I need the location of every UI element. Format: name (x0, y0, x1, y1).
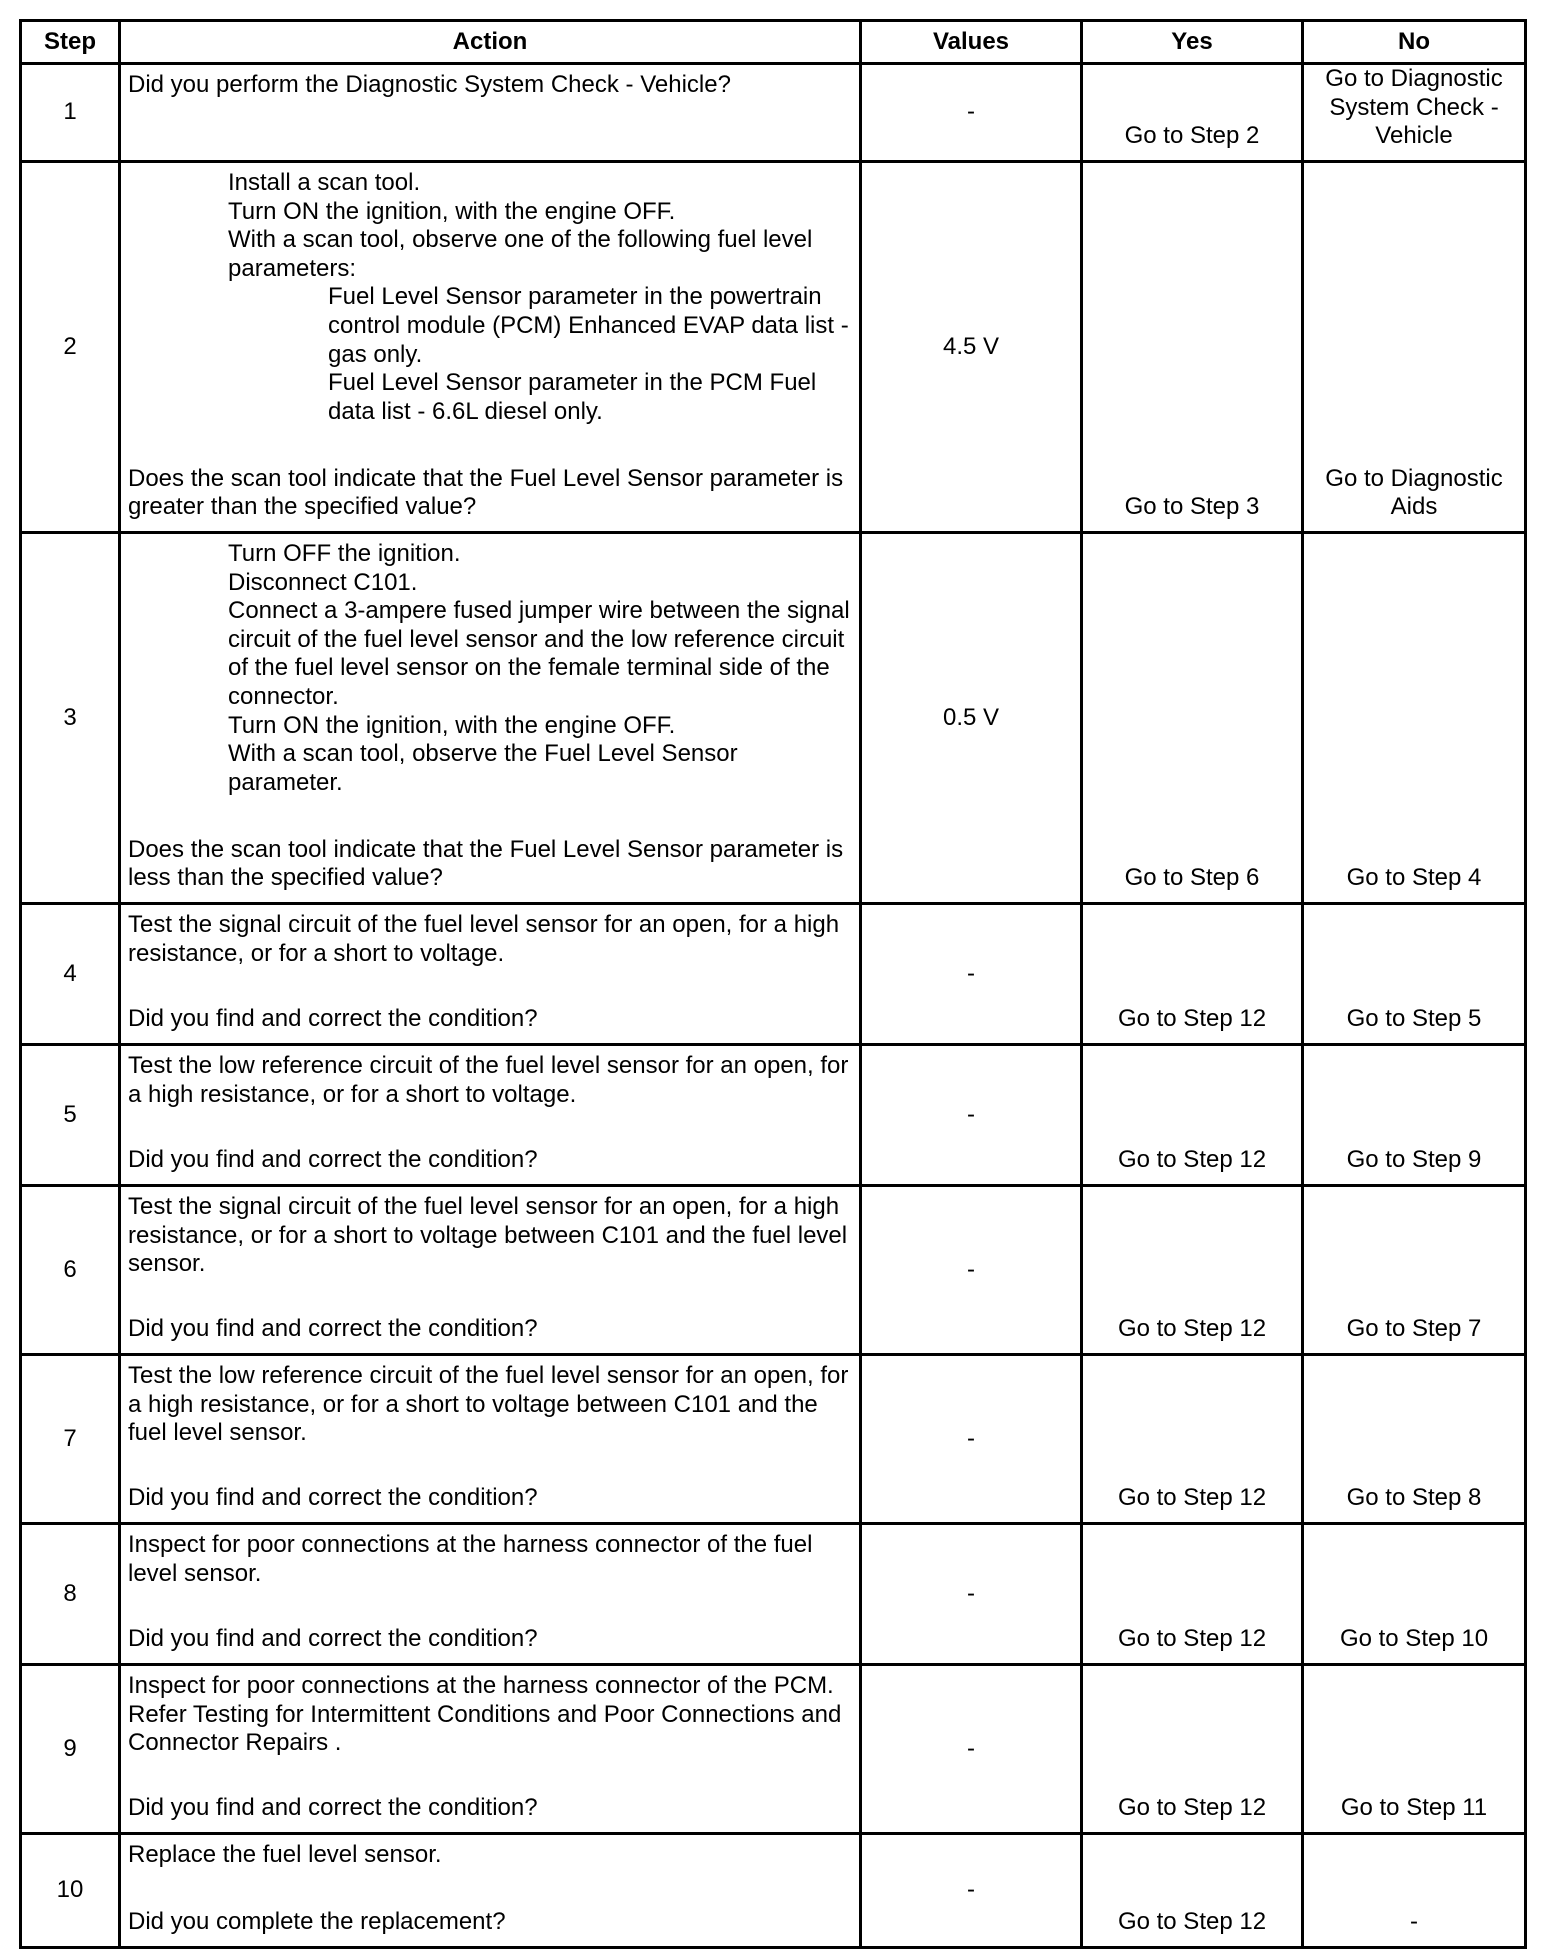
yes-action: Go to Step 12 (1117, 1005, 1267, 1033)
value-cell: 0.5 V (861, 533, 1082, 904)
no-cell (1303, 904, 1526, 1045)
procedure-step: Turn OFF the ignition. (228, 540, 461, 567)
step-number: 2 (21, 162, 120, 533)
action-cell (120, 533, 861, 904)
yes-action: Go to Step 12 (1117, 1625, 1267, 1653)
yes-action: Go to Step 2 (1124, 122, 1260, 150)
no-cell (1303, 533, 1526, 904)
action-text: Inspect for poor connections at the harness connector of the PCM. Refer Testing for Intermittent Conditions and Poor Connections and Connector Repairs . (128, 1672, 842, 1757)
yes-cell (1082, 1186, 1303, 1355)
table-row (21, 533, 1526, 904)
action-question: Did you find and correct the condition? (128, 1484, 538, 1512)
yes-cell (1082, 904, 1303, 1045)
table-row (21, 904, 1526, 1045)
step-number: 5 (21, 1045, 120, 1186)
action-question: Did you find and correct the condition? (128, 1794, 538, 1822)
action-body (128, 540, 851, 797)
yes-action: Go to Step 12 (1117, 1908, 1267, 1936)
action-text: Inspect for poor connections at the harness connector of the fuel level sensor. (128, 1531, 813, 1587)
yes-action: Go to Step 6 (1124, 864, 1260, 892)
header-values: Values (861, 21, 1082, 64)
action-question: Did you find and correct the condition? (128, 1625, 538, 1653)
action-question: Did you find and correct the condition? (128, 1146, 538, 1174)
procedure-step: Connect a 3-ampere fused jumper wire between the signal circuit of the fuel level sensor and the low reference circuit of the fuel level sensor on the female terminal side of the connector. (228, 597, 850, 710)
table-row (21, 162, 1526, 533)
yes-cell (1082, 1665, 1303, 1834)
value-cell: - (861, 1834, 1082, 1948)
action-cell (120, 64, 861, 162)
table-row (21, 1834, 1526, 1948)
no-action: Go to Diagnostic System Check - Vehicle (1325, 65, 1503, 150)
action-question: Did you complete the replacement? (128, 1908, 506, 1936)
no-action: Go to Step 11 (1340, 1794, 1488, 1822)
yes-cell (1082, 64, 1303, 162)
yes-cell (1082, 1834, 1303, 1948)
action-cell (120, 162, 861, 533)
no-cell (1303, 1045, 1526, 1186)
no-action: Go to Diagnostic Aids (1325, 464, 1503, 521)
procedure-step: Disconnect C101. (228, 568, 418, 596)
yes-action: Go to Step 12 (1117, 1794, 1267, 1822)
procedure-steps (128, 169, 851, 426)
no-cell (1303, 1834, 1526, 1948)
no-action: Go to Step 8 (1346, 1484, 1482, 1512)
action-body (128, 1841, 851, 1870)
action-question: Does the scan tool indicate that the Fuel Level Sensor parameter is greater than the specified value? (128, 464, 844, 521)
no-action: Go to Step 9 (1346, 1146, 1482, 1174)
action-body (128, 911, 851, 968)
yes-cell (1082, 1524, 1303, 1665)
step-number: 6 (21, 1186, 120, 1355)
sub-step: Fuel Level Sensor parameter in the PCM Fuel data list - 6.6L diesel only. (328, 369, 817, 425)
action-text: Test the low reference circuit of the fuel level sensor for an open, for a high resistance, or for a short to voltage. (128, 1052, 849, 1108)
procedure-step: With a scan tool, observe the Fuel Level Sensor parameter. (228, 740, 738, 796)
action-body (128, 1193, 851, 1279)
yes-cell (1082, 533, 1303, 904)
action-body (128, 1672, 851, 1758)
no-cell (1303, 162, 1526, 533)
value-cell: - (861, 1524, 1082, 1665)
action-cell (120, 1665, 861, 1834)
action-cell (120, 904, 861, 1045)
step-number: 1 (21, 64, 120, 162)
table-row (21, 1524, 1526, 1665)
value-cell: - (861, 1665, 1082, 1834)
no-cell (1303, 64, 1526, 162)
value-cell: - (861, 1186, 1082, 1355)
action-text: Replace the fuel level sensor. (128, 1841, 442, 1868)
action-text: Test the signal circuit of the fuel level sensor for an open, for a high resistance, or for a short to voltage. (128, 911, 840, 967)
action-text: Test the low reference circuit of the fuel level sensor for an open, for a high resistance, or for a short to voltage between C101 and the fuel level sensor. (128, 1362, 849, 1447)
no-cell (1303, 1355, 1526, 1524)
action-cell (120, 1524, 861, 1665)
step-number: 10 (21, 1834, 120, 1948)
sub-steps (228, 283, 851, 426)
yes-cell (1082, 1355, 1303, 1524)
header-row (21, 21, 1526, 64)
header-no: No (1303, 21, 1526, 64)
yes-action: Go to Step 12 (1117, 1484, 1267, 1512)
no-action: Go to Step 5 (1346, 1005, 1482, 1033)
step-number: 4 (21, 904, 120, 1045)
procedure-step: Install a scan tool. (228, 169, 421, 196)
procedure-step: Turn ON the ignition, with the engine OFF. (228, 711, 676, 739)
no-action: - (1410, 1908, 1418, 1936)
action-text: Test the signal circuit of the fuel level sensor for an open, for a high resistance, or for a short to voltage between C101 and the fuel level sensor. (128, 1193, 848, 1278)
no-action: Go to Step 7 (1346, 1315, 1482, 1343)
yes-action: Go to Step 3 (1124, 493, 1260, 521)
value-cell: 4.5 V (861, 162, 1082, 533)
table-row (21, 64, 1526, 162)
action-body (128, 1052, 851, 1109)
action-body (128, 1362, 851, 1448)
procedure-step: With a scan tool, observe one of the following fuel level parameters: (228, 226, 813, 282)
yes-action: Go to Step 12 (1117, 1146, 1267, 1174)
table-row (21, 1045, 1526, 1186)
step-number: 7 (21, 1355, 120, 1524)
yes-cell (1082, 1045, 1303, 1186)
header-step: Step (21, 21, 120, 64)
action-body (128, 1531, 851, 1588)
header-action: Action (120, 21, 861, 64)
action-question: Did you find and correct the condition? (128, 1315, 538, 1343)
step-number: 8 (21, 1524, 120, 1665)
action-body (128, 71, 851, 100)
table-row (21, 1665, 1526, 1834)
action-cell (120, 1355, 861, 1524)
table-row (21, 1186, 1526, 1355)
procedure-steps (128, 540, 851, 797)
yes-cell (1082, 162, 1303, 533)
value-cell: - (861, 1355, 1082, 1524)
no-action: Go to Step 10 (1339, 1625, 1489, 1653)
value-cell: - (861, 1045, 1082, 1186)
header-yes: Yes (1082, 21, 1303, 64)
value-cell: - (861, 64, 1082, 162)
no-cell (1303, 1524, 1526, 1665)
action-cell (120, 1834, 861, 1948)
value-cell: - (861, 904, 1082, 1045)
no-cell (1303, 1665, 1526, 1834)
action-question: Did you find and correct the condition? (128, 1005, 538, 1033)
step-number: 3 (21, 533, 120, 904)
table-row (21, 1355, 1526, 1524)
action-body (128, 169, 851, 426)
procedure-step: Turn ON the ignition, with the engine OFF. (228, 197, 676, 225)
no-action: Go to Step 4 (1346, 864, 1482, 892)
action-text: Did you perform the Diagnostic System Check - Vehicle? (128, 71, 731, 98)
step-number: 9 (21, 1665, 120, 1834)
action-cell (120, 1186, 861, 1355)
sub-step: Fuel Level Sensor parameter in the powertrain control module (PCM) Enhanced EVAP data list - gas only. (328, 283, 849, 368)
action-cell (120, 1045, 861, 1186)
no-cell (1303, 1186, 1526, 1355)
diagnostic-table (19, 19, 1527, 1949)
action-question: Does the scan tool indicate that the Fuel Level Sensor parameter is less than the specified value? (128, 835, 844, 892)
yes-action: Go to Step 12 (1117, 1315, 1267, 1343)
